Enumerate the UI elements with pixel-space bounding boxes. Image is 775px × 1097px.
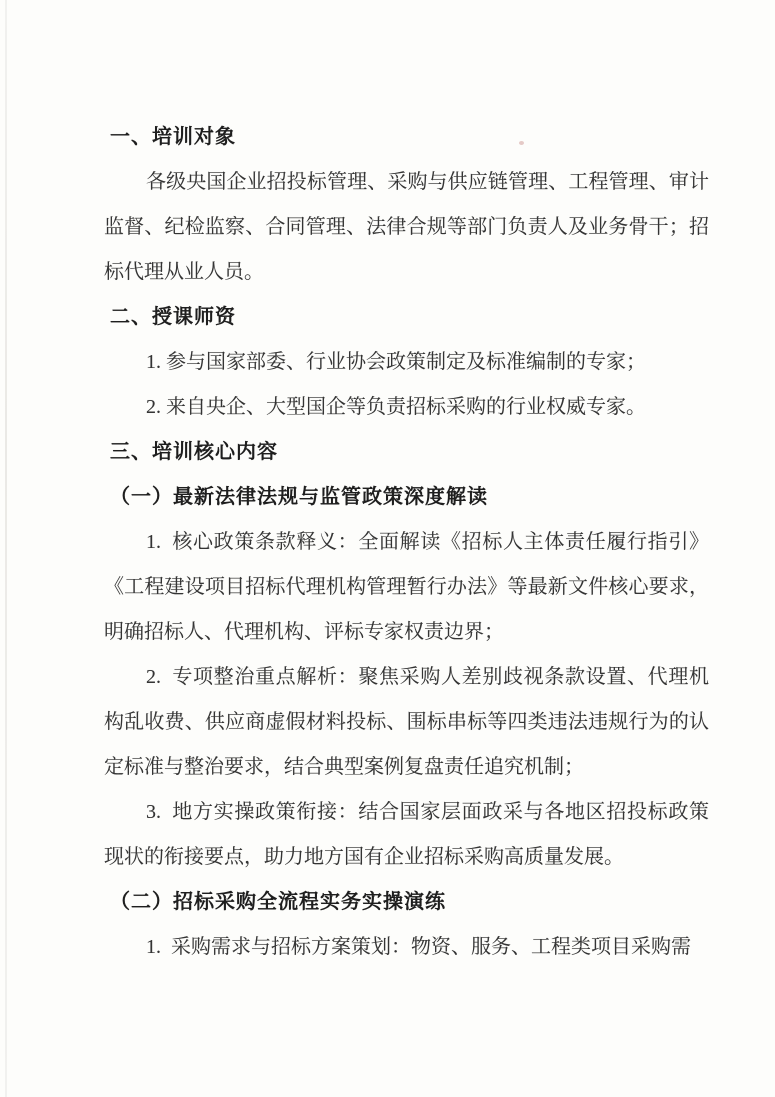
document-paragraph: 3. 地方实操政策衔接：结合国家层面政采与各地区招投标政策现状的衔接要点，助力地方国有企业招标采购高质量发展。 <box>104 801 709 868</box>
document-paragraph: 1. 参与国家部委、行业协会政策制定及标准编制的专家； <box>146 351 646 373</box>
document-paragraph: 1. 核心政策条款释义：全面解读《招标人主体责任履行指引》《工程建设项目招标代理机构管理暂行办法》等最新文件核心要求，明确招标人、代理机构、评标专家权责边界； <box>104 531 709 643</box>
document-paragraph: 2. 专项整治重点解析：聚焦采购人差别歧视条款设置、代理机构乱收费、供应商虚假材料投标、围标串标等四类违法违规行为的认定标准与整治要求，结合典型案例复盘责任追究机制； <box>104 666 709 778</box>
sub-section-heading: （一）最新法律法规与监管政策深度解读 <box>110 486 488 508</box>
document-content <box>104 115 709 970</box>
section-heading: 三、培训核心内容 <box>110 441 278 463</box>
sub-section-heading: （二）招标采购全流程实务实操演练 <box>110 891 446 913</box>
section-heading: 一、培训对象 <box>110 126 236 148</box>
section-heading: 二、授课师资 <box>110 306 236 328</box>
document-paragraph: 1. 采购需求与招标方案策划：物资、服务、工程类项目采购需 <box>146 936 691 958</box>
scan-edge-artifact <box>5 0 7 1097</box>
document-paragraph: 各级央国企业招投标管理、采购与供应链管理、工程管理、审计监督、纪检监察、合同管理、法律合规等部门负责人及业务骨干；招标代理从业人员。 <box>104 171 709 283</box>
document-paragraph: 2. 来自央企、大型国企等负责招标采购的行业权威专家。 <box>146 396 646 418</box>
